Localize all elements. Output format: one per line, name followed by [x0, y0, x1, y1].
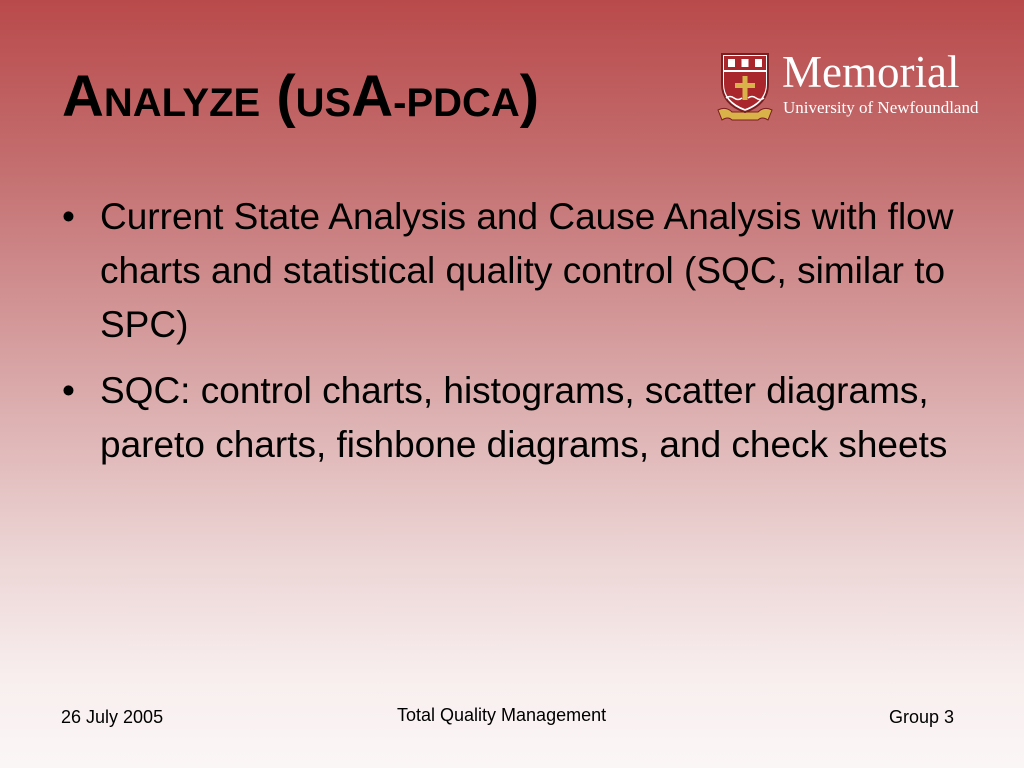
bullet-text: Current State Analysis and Cause Analysis with flow charts and statistical quality control (SQC, similar to SPC) [100, 196, 954, 345]
bullet-list [60, 190, 980, 484]
title-nalyze: NALYZE [103, 81, 261, 125]
memorial-university-logo [716, 47, 1006, 128]
bullet-text: SQC: control charts, histograms, scatter diagrams, pareto charts, fishbone diagrams, and check sheets [100, 370, 948, 465]
bullet-marker: • [62, 370, 75, 411]
logo-subtitle: University of Newfoundland [783, 98, 979, 117]
title-us: US [295, 81, 352, 125]
footer-group: Group 3 [889, 707, 955, 727]
bullet-item [60, 190, 980, 352]
slide-title [62, 62, 539, 138]
footer-course-title: Total Quality Management [397, 705, 607, 725]
title-close-paren: ) [519, 64, 540, 129]
bullet-marker: • [62, 196, 75, 237]
title-initial-a: A [62, 64, 104, 129]
logo-name: Memorial [782, 47, 960, 97]
footer-date: 26 July 2005 [61, 707, 164, 727]
bullet-item [60, 364, 980, 472]
title-open-paren: ( [260, 64, 296, 129]
title-pdca: -PDCA [393, 81, 520, 125]
title-initial-a-2: A [351, 64, 394, 129]
university-crest-icon [716, 50, 774, 124]
